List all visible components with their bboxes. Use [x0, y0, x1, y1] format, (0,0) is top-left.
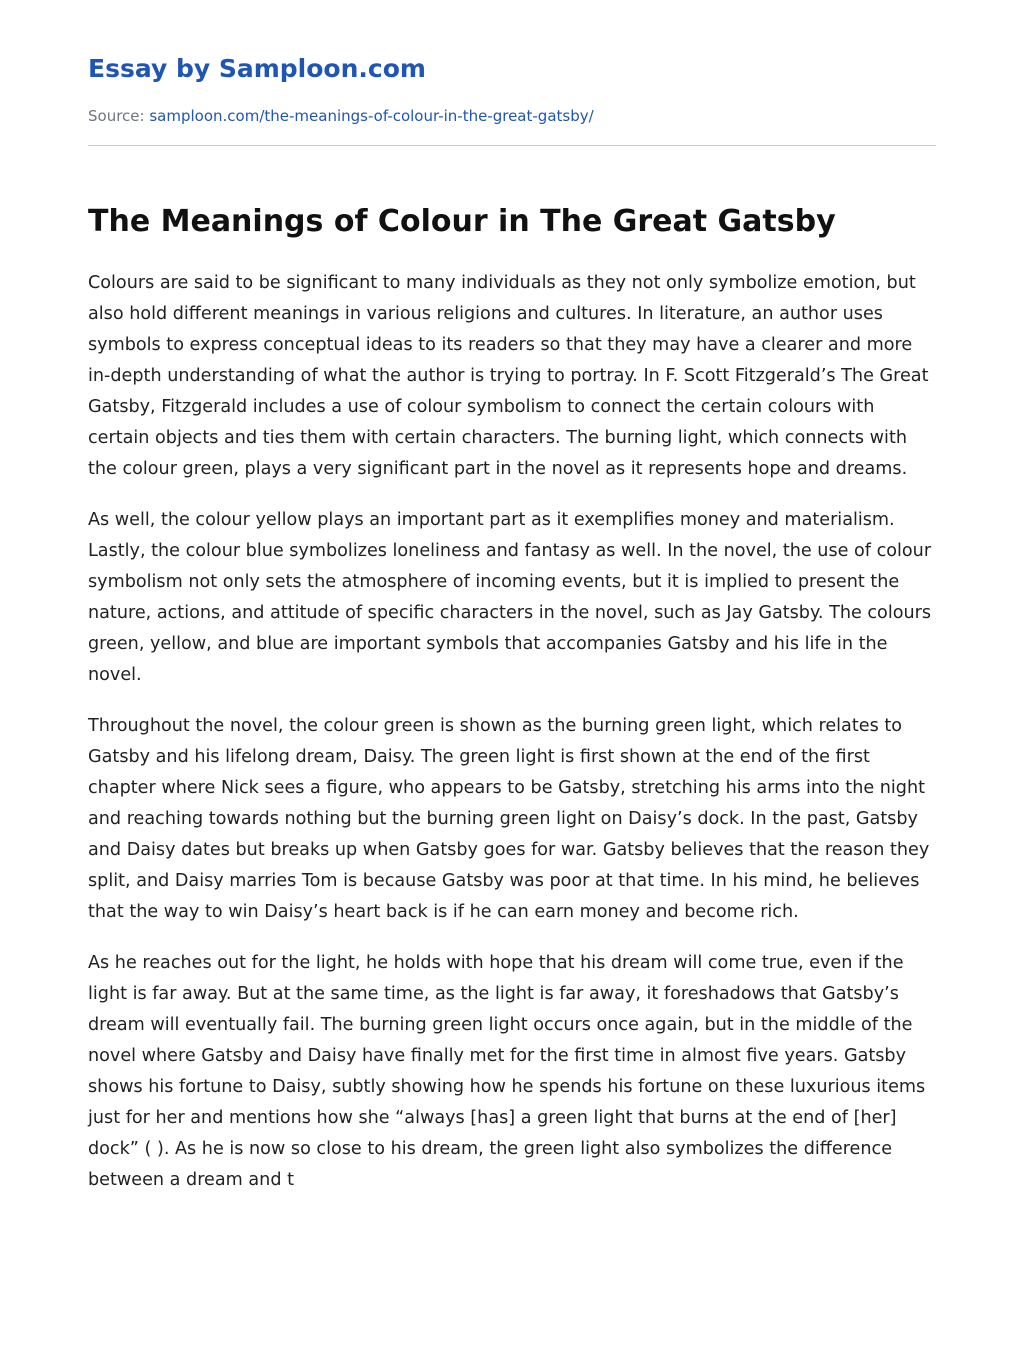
source-line [88, 106, 594, 126]
paragraph-4: As he reaches out for the light, he holds with hope that his dream will come true, even if the light is far away. But at the same time, as the light is far away, it foreshadows that Gatsby’s dream will eventually fail. The burning green light occurs once again, but in the middle of the novel where Gatsby and Daisy have finally met for the first time in almost five years. Gatsby shows his fortune to Daisy, subtly showing how he spends his fortune on these luxurious items just for her and mentions how she “always [has] a green light that burns at the end of [her] dock” ( ). As he is now so close to his dream, the green light also symbolizes the difference between a dream and t [88, 953, 926, 1190]
article-title: The Meanings of Colour in The Great Gatsby [88, 204, 836, 239]
article-body [88, 268, 936, 1216]
paragraph-1: Colours are said to be significant to many individuals as they not only symbolize emotion, but also hold different meanings in various religions and cultures. In literature, an author uses symbols to express conceptual ideas to its readers so that they may have a clearer and more in-depth understanding of what the author is trying to portray. In F. Scott Fitzgerald’s The Great Gatsby, Fitzgerald includes a use of colour symbolism to connect the certain colours with certain objects and ties them with certain characters. The burning light, which connects with the colour green, plays a very significant part in the novel as it represents hope and dreams. [88, 273, 929, 479]
source-label: Source: [88, 107, 145, 125]
header-divider [88, 145, 936, 146]
paragraph-3: Throughout the novel, the colour green is shown as the burning green light, which relates to Gatsby and his lifelong dream, Daisy. The green light is first shown at the end of the first chapter where Nick sees a figure, who appears to be Gatsby, stretching his arms into the night and reaching towards nothing but the burning green light on Daisy’s dock. In the past, Gatsby and Daisy dates but breaks up when Gatsby goes for war. Gatsby believes that the reason they split, and Daisy marries Tom is because Gatsby was poor at that time. In his mind, he believes that the way to win Daisy’s heart back is if he can earn money and become rich. [88, 716, 930, 922]
paragraph-2: As well, the colour yellow plays an important part as it exemplifies money and materialism. Lastly, the colour blue symbolizes loneliness and fantasy as well. In the novel, the use of colour symbolism not only sets the atmosphere of incoming events, but it is implied to present the nature, actions, and attitude of specific characters in the novel, such as Jay Gatsby. The colours green, yellow, and blue are important symbols that accompanies Gatsby and his life in the novel. [88, 510, 932, 685]
site-brand[interactable]: Essay by Samploon.com [88, 54, 426, 83]
source-link[interactable]: samploon.com/the-meanings-of-colour-in-the-great-gatsby/ [149, 107, 594, 125]
